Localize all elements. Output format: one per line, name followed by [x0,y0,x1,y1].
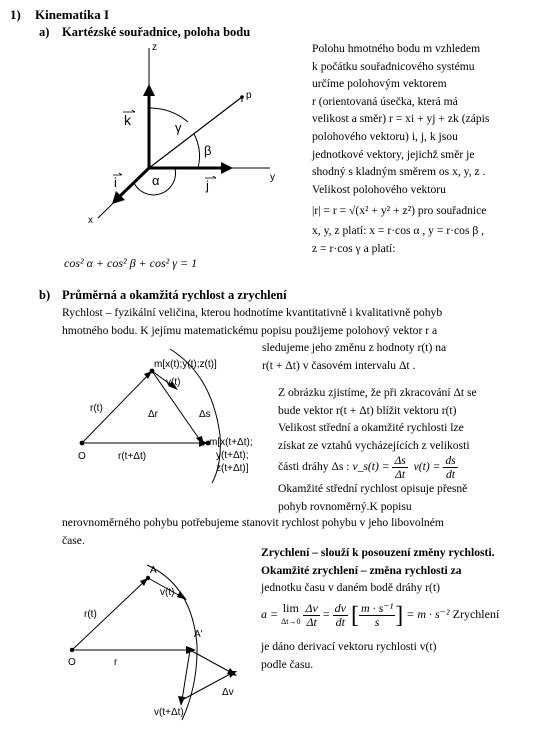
formula-tail: Zrychlení [452,607,500,621]
text-line: jednotku času v daném bodě dráhy r(t) [261,581,441,595]
v-t-label: v(t) [166,377,181,388]
z-axis-label: z [152,42,157,53]
text-line: Zrychlení – slouží k posouzení změny rychlosti. [261,546,495,559]
section-number: 1) [10,7,21,22]
frac-den: Δt [306,614,317,629]
lim-subscript: Δt→0 [281,617,301,627]
origin-label: O [68,657,76,668]
text-line: pohyb rovnoměrný.K popisu [278,499,412,513]
k-vector-label: k [124,112,131,128]
text-line: čase. [62,533,85,547]
r-t-dt-label: r(t+Δt) [118,451,147,462]
cosine-identity: cos² α + cos² β + cos² γ = 1 [64,256,198,270]
position-paragraph [312,40,489,257]
point-m2-label: y(t+Δt); [216,450,249,461]
point-m2-label: z(t+Δt)] [216,463,249,474]
para-line: určíme polohovým vektorem [312,77,447,91]
para-line: velikost a směr) r = xi + yj + zk (zápis [312,112,490,126]
intro-line: Rychlost – fyzikální veličina, kterou hodnotíme kvantitativně i kvalitativně pohyb [62,306,443,319]
text-line: je dáno derivací vektoru rychlosti v(t) [261,640,437,653]
formula-lhs: v_s(t) = [352,460,390,474]
frac-den: Δt [395,468,406,482]
delta-s-label: Δs [199,409,211,420]
frac-num: dv [334,600,346,615]
subsection-b-letter: b) [39,288,51,302]
subsection-b-title: Průměrná a okamžitá rychlost a zrychlení [62,288,287,302]
section-title: Kinematika I [35,7,110,22]
intro-line: hmotného bodu. K jejímu matematickému popisu použijeme polohový vektor r a [62,323,438,337]
v-t-label: v(t) [160,587,175,598]
para-line: z = r·cos γ a platí: [312,241,396,255]
text-line: získat ze vztahů vycházejících z velikosti [278,438,470,452]
frac-den: dt [445,468,455,482]
cartesian-diagram [80,40,340,240]
delta-v-label: Δv [222,687,234,698]
frac-num: ds [445,454,456,468]
acceleration-formula: a = lim Δt→0 $\frac{\Delta v}{\Delta t}$ = $\frac{dv}{dt}$ [ $\frac{\text{m · s⁻¹}}{s}$ ] = m · s⁻² Zrychlení [261,600,500,629]
point-p-label: p [246,90,252,101]
frac-den: s [374,614,380,629]
acceleration-diagram [62,555,262,725]
para-line: x, y, z platí: x = r·cos α , y = r·cos β , [312,223,485,237]
text-line: bude vektor r(t + Δt) blížit vektoru r(t) [278,403,457,417]
para-line: Velikost polohového vektoru [312,182,446,196]
text-line: podle času. [261,657,314,671]
para-line: shodný s kladným směrem os x, y, z . [312,165,486,179]
velocity-right-text-1 [262,339,446,374]
frac-num: Δs [394,454,406,468]
delta-r-label: Δr [148,409,159,420]
gamma-label: γ [175,120,182,135]
x-axis-label: x [88,215,93,226]
frac-den: dt [335,614,345,629]
point-a-label: A [150,565,157,576]
para-line: k počátku souřadnicového systému [312,59,475,73]
lim-text: lim [282,601,299,616]
subsection-a-letter: a) [39,25,50,39]
r-vector-label: r [114,657,118,668]
origin-label: O [78,451,86,462]
j-vector-label: j [206,178,209,193]
text-fragment: části dráhy Δs : [278,460,350,474]
point-m2-label: m[x(t+Δt); [209,437,253,448]
para-line: r (orientovaná úsečka, která má [312,94,458,108]
text-line: nerovnoměrného pohybu potřebujeme stanovit rychlost pohybu v jeho libovolném [62,516,444,529]
point-m-label: m[x(t);y(t);z(t)] [154,359,217,370]
frac-num: m · s⁻¹ [360,600,394,615]
text-line: Okamžité zrychlení – změna rychlosti za [261,563,462,577]
text-line: sledujeme jeho změnu z hodnoty r(t) na [262,341,447,354]
para-line: Polohu hmotného bodu m vzhledem [312,42,481,55]
velocity-right-text-2 [278,384,477,516]
subsection-a-title: Kartézské souřadnice, poloha bodu [62,25,251,39]
alpha-label: α [152,173,160,188]
y-axis-label: y [270,172,275,183]
velocity-diagram [62,345,282,485]
velocity-formula-line [278,454,477,480]
acceleration-tail-text [261,638,436,673]
beta-label: β [204,143,212,158]
text-line: Z obrázku zjistíme, že při zkracování Δt se [278,386,477,399]
acceleration-text [261,544,495,597]
para-line: polohového vektoru) i, j, k jsou [312,129,458,143]
frac-num: Δv [305,600,318,615]
para-line: jednotkové vektory, jejichž směr je [312,147,475,161]
text-line: Velikost střední a okamžité rychlosti lze [278,421,464,435]
formula-mid: v(t) = [413,460,441,474]
i-vector-label: i [114,175,117,190]
text-line: r(t + Δt) v časovém intervalu Δt . [262,358,416,372]
formula-rhs: = m · s⁻² [406,607,450,621]
r-t-label: r(t) [84,609,97,620]
para-line: |r| = r = √(x² + y² + z²) pro souřadnice [312,204,487,218]
formula-a: a = [261,607,279,621]
v-t-dt-label: v(t+Δt) [154,707,184,718]
velocity-intro [62,304,442,339]
text-line: Okamžité střední rychlost opisuje přesně [278,482,468,496]
r-t-label: r(t) [90,403,103,414]
point-a-prime-label: A' [194,629,203,640]
